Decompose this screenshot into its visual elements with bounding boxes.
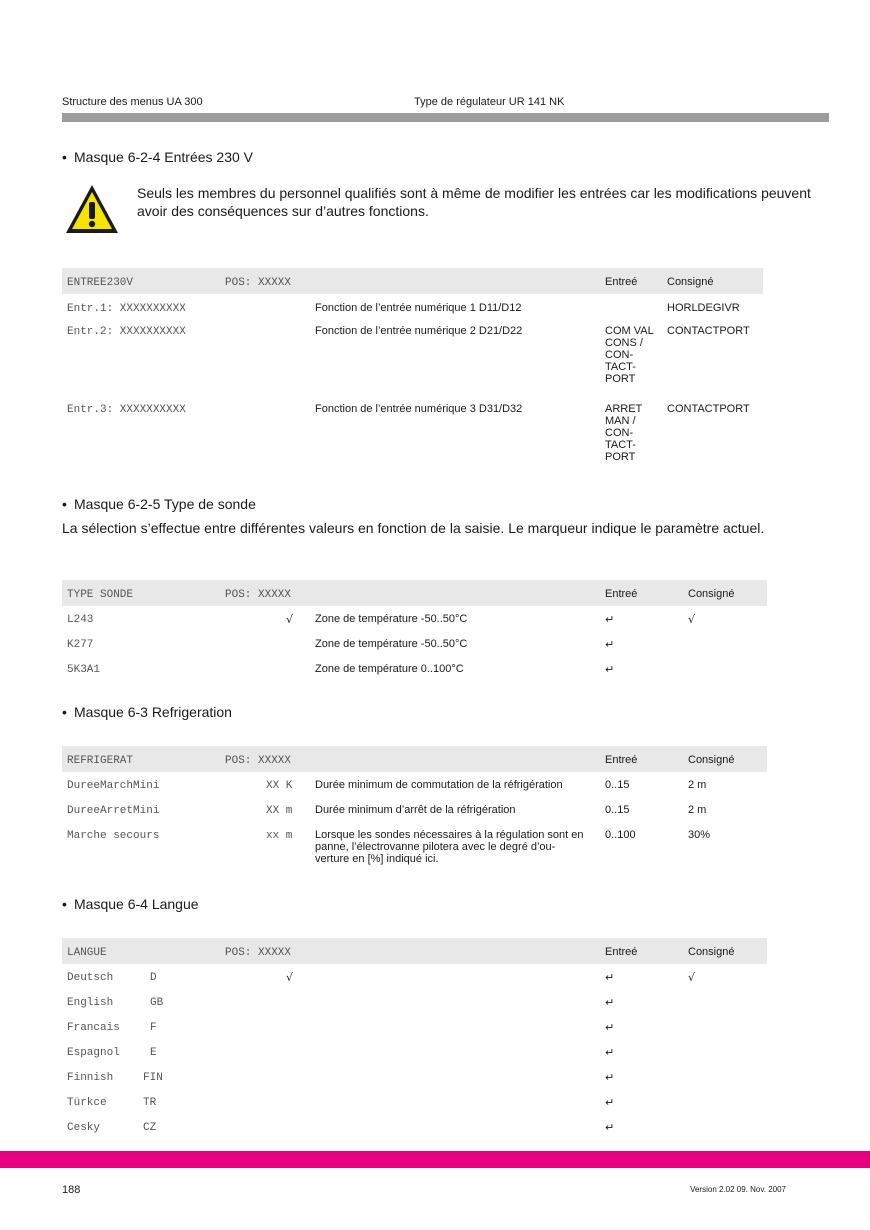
table-row: [62, 1045, 767, 1065]
bullet-icon: •: [62, 896, 67, 912]
row-description: Zone de température 0..100°C: [315, 663, 464, 675]
row-description: Durée minimum d’arrêt de la réfrigération: [315, 804, 516, 816]
table-row: [62, 1020, 767, 1040]
language-name: Türkce: [67, 1097, 107, 1109]
column-consigne: Consigné: [688, 588, 735, 600]
language-code: D: [150, 972, 157, 984]
section-heading: [62, 704, 232, 720]
header-rule: [62, 113, 829, 122]
table-row: [62, 1070, 767, 1090]
row-entree: 0..100: [605, 829, 636, 841]
row-consigne: CONTACTPORT: [667, 325, 750, 337]
row-name: 5K3A1: [67, 664, 101, 676]
table-title: REFRIGERAT: [67, 755, 134, 767]
row-unit: XX m: [266, 805, 293, 817]
row-entree: ARRET MAN / CON-TACT-PORT: [605, 403, 643, 463]
column-entree: Entreé: [605, 946, 638, 958]
language-code: CZ: [143, 1122, 157, 1134]
enter-icon: ↵: [605, 1071, 615, 1084]
table-row: [62, 301, 763, 321]
footer-accent-bar: [0, 1151, 870, 1168]
row-unit: XX K: [266, 780, 293, 792]
enter-icon: ↵: [605, 1046, 615, 1059]
table-row: [62, 1095, 767, 1115]
table-pos: POS: XXXXX: [225, 589, 292, 601]
row-description: Fonction de l’entrée numérique 1 D11/D12: [315, 302, 522, 314]
column-entree: Entreé: [605, 588, 638, 600]
section-title: Masque 6-3 Refrigeration: [74, 704, 232, 720]
row-name: Entr.3: XXXXXXXXXX: [67, 404, 186, 416]
table-title: ENTREE230V: [67, 277, 134, 289]
bullet-icon: •: [62, 704, 67, 720]
table-pos: POS: XXXXX: [225, 277, 292, 289]
language-name: Francais: [67, 1022, 120, 1034]
row-description: Zone de température -50..50°C: [315, 613, 468, 625]
language-code: F: [150, 1022, 157, 1034]
version-info: Version 2.02 09. Nov. 2007: [690, 1185, 786, 1194]
row-entree: 0..15: [605, 779, 630, 791]
row-description: Lorsque les sondes nécessaires à la régulation sont en panne, l’électrovanne pilotera avec le degré d’ou-verture en [%] indiqué ici.: [315, 829, 584, 865]
enter-icon: ↵: [605, 1121, 615, 1134]
row-name: Entr.1: XXXXXXXXXX: [67, 303, 186, 315]
row-consigne: 2 m: [688, 779, 707, 791]
language-code: TR: [143, 1097, 157, 1109]
row-description: Durée minimum de commutation de la réfrigération: [315, 779, 563, 791]
language-name: English: [67, 997, 114, 1009]
section-heading: [62, 496, 256, 512]
selected-marker: √: [286, 613, 294, 626]
table-row: [62, 970, 767, 990]
section-paragraph: La sélection s’effectue entre différentes valeurs en fonction de la saisie. Le marqueur indique le paramètre actuel.: [62, 520, 765, 536]
table-row: [62, 828, 767, 872]
row-consigne: 30%: [688, 829, 711, 841]
enter-icon: ↵: [605, 613, 615, 626]
enter-icon: ↵: [605, 663, 615, 676]
running-header-left: Structure des menus UA 300: [62, 96, 203, 108]
table-row: [62, 324, 763, 394]
enter-icon: ↵: [605, 638, 615, 651]
enter-icon: ↵: [605, 996, 615, 1009]
row-consigne: 2 m: [688, 804, 707, 816]
column-consigne: Consigné: [688, 754, 735, 766]
row-name: Marche secours: [67, 830, 160, 842]
table-row: [62, 637, 767, 657]
section-title: Masque 6-2-4 Entrées 230 V: [74, 149, 253, 165]
row-consigne: CONTACTPORT: [667, 403, 750, 415]
row-description: Zone de température -50..50°C: [315, 638, 468, 650]
language-name: Cesky: [67, 1122, 101, 1134]
section-heading: [62, 896, 199, 912]
enter-icon: ↵: [605, 971, 615, 984]
table-row: [62, 402, 763, 472]
bullet-icon: •: [62, 496, 67, 512]
column-entree: Entreé: [605, 276, 638, 288]
column-entree: Entreé: [605, 754, 638, 766]
row-name: Entr.2: XXXXXXXXXX: [67, 326, 186, 338]
row-name: K277: [67, 639, 94, 651]
table-row: [62, 778, 767, 798]
row-entree: COM VAL CONS / CON-TACT-PORT: [605, 325, 654, 385]
table-pos: POS: XXXXX: [225, 755, 292, 767]
language-code: GB: [150, 997, 164, 1009]
selected-marker: √: [286, 971, 294, 984]
section-title: Masque 6-2-5 Type de sonde: [74, 496, 256, 512]
table-row: [62, 1120, 767, 1140]
bullet-icon: •: [62, 149, 67, 165]
section-title: Masque 6-4 Langue: [74, 896, 199, 912]
row-name: DureeArretMini: [67, 805, 160, 817]
column-consigne: Consigné: [667, 276, 714, 288]
table-pos: POS: XXXXX: [225, 947, 292, 959]
consigne-marker: √: [688, 613, 696, 626]
table-title: TYPE SONDE: [67, 589, 134, 601]
running-header-center: Type de régulateur UR 141 NK: [414, 96, 565, 108]
language-code: FIN: [143, 1072, 163, 1084]
table-header: [62, 580, 767, 606]
enter-icon: ↵: [605, 1096, 615, 1109]
language-code: E: [150, 1047, 157, 1059]
row-name: L243: [67, 614, 94, 626]
table-header: [62, 268, 763, 294]
page-number: 188: [62, 1184, 81, 1196]
enter-icon: ↵: [605, 1021, 615, 1034]
warning-text: Seuls les membres du personnel qualifiés sont à même de modifier les entrées car les modifications peuvent avoir des conséquences sur d’autres fonctions.: [137, 185, 811, 219]
consigne-marker: √: [688, 971, 696, 984]
table-header: [62, 746, 767, 772]
section-heading: [62, 149, 253, 165]
table-row: [62, 612, 767, 632]
row-description: Fonction de l’entrée numérique 3 D31/D32: [315, 403, 523, 415]
language-name: Espagnol: [67, 1047, 120, 1059]
language-name: Finnish: [67, 1072, 114, 1084]
table-header: [62, 938, 767, 964]
row-consigne: HORLDEGIVR: [667, 302, 740, 314]
table-row: [62, 803, 767, 823]
table-row: [62, 662, 767, 682]
language-name: Deutsch: [67, 972, 114, 984]
column-consigne: Consigné: [688, 946, 735, 958]
row-name: DureeMarchMini: [67, 780, 160, 792]
warning-icon: [64, 182, 120, 236]
row-unit: xx m: [266, 830, 293, 842]
row-entree: 0..15: [605, 804, 630, 816]
row-description: Fonction de l’entrée numérique 2 D21/D22: [315, 325, 523, 337]
table-title: LANGUE: [67, 947, 107, 959]
table-row: [62, 995, 767, 1015]
